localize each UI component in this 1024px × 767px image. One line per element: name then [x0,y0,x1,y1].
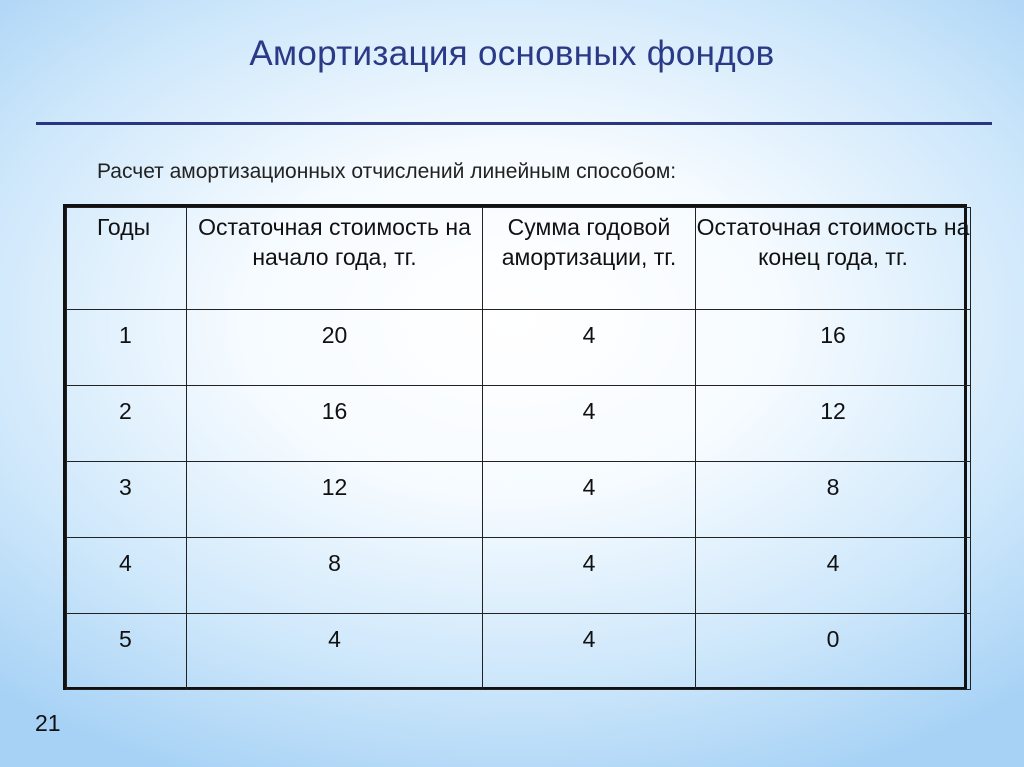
cell-end-value: 12 [696,386,971,462]
cell-end-value: 0 [696,614,971,690]
cell-year: 5 [67,614,187,690]
slide-title: Амортизация основных фондов [249,34,775,73]
cell-annual-depreciation: 4 [483,462,696,538]
cell-year: 1 [67,310,187,386]
title-divider [36,122,992,125]
cell-start-value: 8 [187,538,483,614]
table-header-row [67,208,971,310]
cell-annual-depreciation: 4 [483,310,696,386]
cell-end-value: 4 [696,538,971,614]
header-end-value: Остаточная стоимость на конец года, тг. [696,208,971,310]
table-caption: Расчет амортизационных отчислений линейным способом: [97,160,677,183]
header-years: Годы [67,208,187,310]
cell-year: 3 [67,462,187,538]
header-start-value: Остаточная стоимость на начало года, тг. [187,208,483,310]
depreciation-table [63,204,970,690]
cell-year: 2 [67,386,187,462]
table-row [67,310,971,386]
page-number: 21 [35,710,61,736]
cell-start-value: 12 [187,462,483,538]
cell-end-value: 16 [696,310,971,386]
cell-start-value: 16 [187,386,483,462]
cell-start-value: 20 [187,310,483,386]
table-row [67,386,971,462]
cell-annual-depreciation: 4 [483,614,696,690]
table-row [67,538,971,614]
cell-year: 4 [67,538,187,614]
cell-annual-depreciation: 4 [483,386,696,462]
table-row [67,614,971,690]
table-row [67,462,971,538]
cell-end-value: 8 [696,462,971,538]
cell-start-value: 4 [187,614,483,690]
cell-annual-depreciation: 4 [483,538,696,614]
header-annual-depreciation: Сумма годовой амортизации, тг. [483,208,696,310]
